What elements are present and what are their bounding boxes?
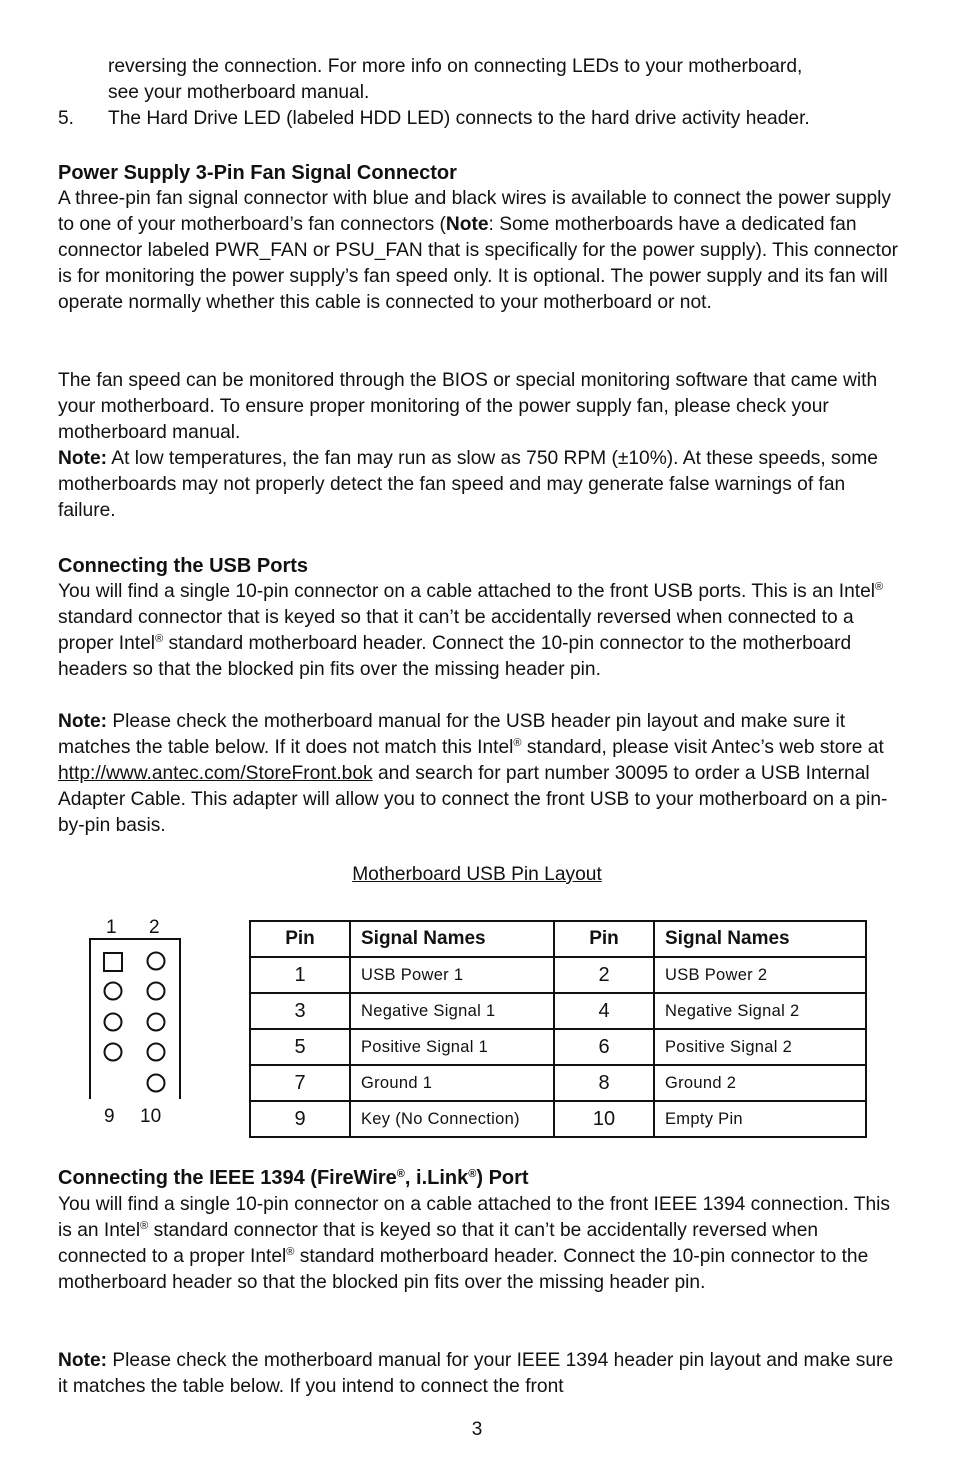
pin-3 — [105, 983, 122, 1000]
antec-store-link[interactable]: http://www.antec.com/StoreFront.bok — [58, 763, 373, 784]
firewire-heading: Connecting the IEEE 1394 (FireWire®, i.Link®) Port — [58, 1167, 529, 1189]
usb-note: Note: Please check the motherboard manual for the USB header pin layout and make sure it matches the table below. If it does not match this Intel® standard, please visit Antec’s web store at http://www.antec.com/StoreFront.bok and search for part number 30095 to order a USB Internal Adapter Cable. This adapter will allow you to connect the front USB to your motherboard on a pin-by-pin basis. — [58, 711, 888, 836]
note-label: Note — [445, 214, 489, 235]
table-header-row — [250, 921, 866, 957]
list-item-5: The Hard Drive LED (labeled HDD LED) connects to the hard drive activity header. — [108, 108, 810, 129]
fan-heading: Power Supply 3-Pin Fan Signal Connector — [58, 162, 457, 184]
usb-pin-header-diagram — [89, 938, 181, 1100]
pin-cell: 10 — [554, 1101, 654, 1137]
note-label: Note: — [58, 1350, 108, 1371]
pin-4 — [148, 983, 165, 1000]
pin-cell: 9 — [250, 1101, 350, 1137]
page-number: 3 — [471, 1419, 483, 1440]
signal-cell: Positive Signal 2 — [654, 1029, 866, 1065]
pin-6 — [148, 1014, 165, 1031]
pin-label-bottom-right: 10 — [140, 1106, 162, 1127]
pin-cell: 5 — [250, 1029, 350, 1065]
column-header: Pin — [554, 921, 654, 957]
note-label: Note: — [58, 711, 108, 732]
signal-cell: Positive Signal 1 — [350, 1029, 554, 1065]
pin-label-top-right: 2 — [149, 917, 160, 938]
table-row — [250, 957, 866, 993]
usb-heading: Connecting the USB Ports — [58, 555, 309, 577]
usb-paragraph-1: You will find a single 10-pin connector on a cable attached to the front USB ports. This is an Intel® standard connector that is keyed so that it can’t be accidentally reversed when connected to a proper Intel® standard motherboard header. Connect the 10-pin connector to the motherboard headers so that the blocked pin fits over the missing header pin. — [58, 581, 884, 680]
firewire-note: Note: Please check the motherboard manual for your IEEE 1394 header pin layout and make sure it matches the table below. If you intend to connect the front — [58, 1350, 894, 1397]
table-row — [250, 1065, 866, 1101]
table-row — [250, 1101, 866, 1137]
signal-cell: Empty Pin — [654, 1101, 866, 1137]
pin-header-frame — [89, 938, 181, 1100]
pin-label-top-left: 1 — [106, 917, 117, 938]
pin-cell: 7 — [250, 1065, 350, 1101]
pin-2 — [148, 953, 165, 970]
table-row — [250, 993, 866, 1029]
pin-cell: 8 — [554, 1065, 654, 1101]
fan-note: Note: At low temperatures, the fan may run as slow as 750 RPM (±10%). At these speeds, some motherboards may not properly detect the fan speed and may generate false warnings of fan failure. — [58, 448, 878, 521]
intro-line-2: see your motherboard manual. — [108, 82, 370, 103]
pin-cell: 6 — [554, 1029, 654, 1065]
signal-cell: USB Power 2 — [654, 957, 866, 993]
pin-cell: 2 — [554, 957, 654, 993]
column-header: Signal Names — [654, 921, 866, 957]
table-row — [250, 1029, 866, 1065]
signal-cell: Ground 1 — [350, 1065, 554, 1101]
list-item-number: 5. — [58, 108, 75, 129]
pin-7 — [105, 1044, 122, 1061]
pin-1-square — [104, 953, 122, 971]
pin-label-bottom-left: 9 — [104, 1106, 115, 1127]
pin-cell: 1 — [250, 957, 350, 993]
pin-10 — [148, 1075, 165, 1092]
pin-cell: 3 — [250, 993, 350, 1029]
pin-5 — [105, 1014, 122, 1031]
note-label: Note: — [58, 448, 108, 469]
signal-cell: USB Power 1 — [350, 957, 554, 993]
fan-paragraph-2: The fan speed can be monitored through the BIOS or special monitoring software that came with your motherboard. To ensure proper monitoring of the power supply fan, please check your motherboard manual. — [58, 370, 878, 443]
usb-pin-table — [249, 920, 867, 1138]
column-header: Pin — [250, 921, 350, 957]
signal-cell: Negative Signal 2 — [654, 993, 866, 1029]
signal-cell: Key (No Connection) — [350, 1101, 554, 1137]
signal-cell: Negative Signal 1 — [350, 993, 554, 1029]
signal-cell: Ground 2 — [654, 1065, 866, 1101]
column-header: Signal Names — [350, 921, 554, 957]
intro-line-1: reversing the connection. For more info on connecting LEDs to your motherboard, — [108, 56, 803, 77]
pin-8 — [148, 1044, 165, 1061]
table-caption: Motherboard USB Pin Layout — [352, 864, 602, 885]
pin-cell: 4 — [554, 993, 654, 1029]
fan-paragraph-1: A three-pin fan signal connector with blue and black wires is available to connect the power supply to one of your motherboard’s fan connectors (Note: Some motherboards have a dedicated fan connector labeled PWR_FAN or PSU_FAN that is specifically for the power supply). This connector is for monitoring the power supply’s fan speed only. It is optional. The power supply and its fan will operate normally whether this cable is connected to your motherboard or not. — [58, 188, 899, 313]
firewire-paragraph-1: You will find a single 10-pin connector on a cable attached to the front IEEE 1394 connection. This is an Intel® standard connector that is keyed so that it can’t be accidentally reversed when connected to a proper Intel® standard motherboard header. Connect the 10-pin connector to the motherboard header so that the blocked pin fits over the missing header pin. — [58, 1194, 891, 1293]
